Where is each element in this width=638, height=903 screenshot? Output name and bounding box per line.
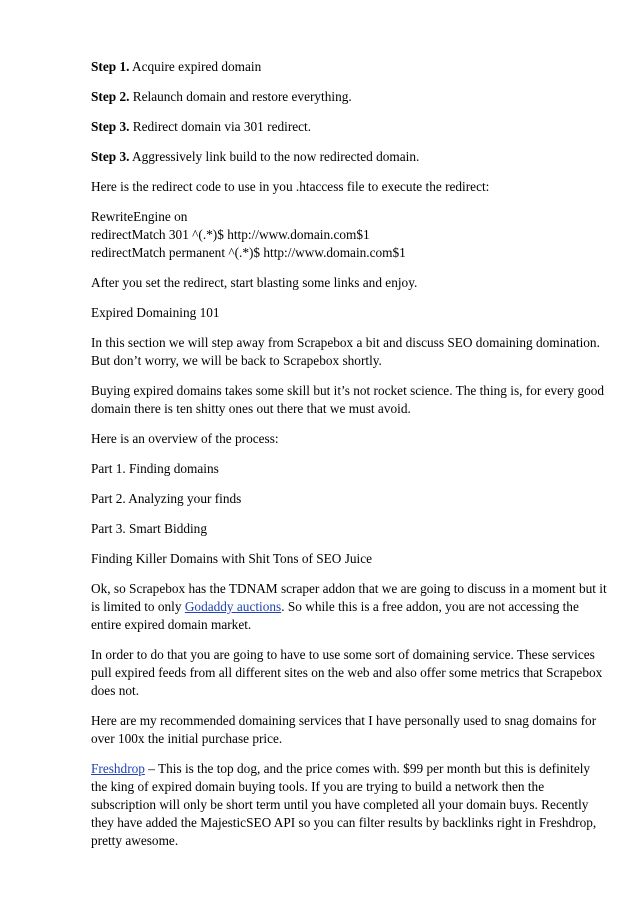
godaddy-auctions-link[interactable]: Godaddy auctions — [184, 599, 282, 614]
step-text: Relaunch domain and restore everything. — [129, 89, 352, 104]
text-line: does not. — [91, 683, 140, 698]
finding-title: Finding Killer Domains with Shit Tons of SEO Juice — [91, 551, 373, 566]
code-block — [91, 208, 611, 262]
text-fragment: – This is the top dog, and the price comes with. $99 per month but this is definitely — [144, 761, 591, 776]
step-label: Step 2. — [91, 89, 130, 104]
buying-paragraph — [91, 382, 611, 418]
step-label: Step 3. — [91, 149, 130, 164]
step-text: Aggressively link build to the now redirected domain. — [129, 149, 420, 164]
freshdrop-link[interactable]: Freshdrop — [91, 761, 145, 776]
text-line: they have added the MajesticSEO API so you can filter results by backlinks right in Freshdrop, — [91, 815, 597, 830]
step-label: Step 1. — [91, 59, 130, 74]
redirect-intro: Here is the redirect code to use in you .htaccess file to execute the redirect: — [91, 179, 490, 194]
text-line: subscription will only be short term until you have completed all your domain buys. Recently — [91, 797, 589, 812]
text-line: the king of expired domain buying tools. If you are trying to build a network then the — [91, 779, 545, 794]
freshdrop-paragraph — [91, 760, 611, 850]
part-3: Part 3. Smart Bidding — [91, 521, 207, 536]
code-line: RewriteEngine on — [91, 209, 188, 224]
step-text: Acquire expired domain — [129, 59, 262, 74]
after-redirect-text: After you set the redirect, start blasting some links and enjoy. — [91, 275, 418, 290]
recommend-paragraph — [91, 712, 611, 748]
step-label: Step 3. — [91, 119, 130, 134]
step-3 — [91, 118, 611, 136]
text-line: Here are my recommended domaining services that I have personally used to snag domains for — [91, 713, 597, 728]
text-line: Ok, so Scrapebox has the TDNAM scraper addon that we are going to discuss in a moment but it — [91, 581, 607, 596]
step-4 — [91, 148, 611, 166]
step-2 — [91, 88, 611, 106]
tdnam-paragraph — [91, 580, 611, 634]
section-title: Expired Domaining 101 — [91, 305, 220, 320]
code-line: redirectMatch 301 ^(.*)$ http://www.domain.com$1 — [91, 227, 370, 242]
service-paragraph — [91, 646, 611, 700]
step-text: Redirect domain via 301 redirect. — [129, 119, 312, 134]
text-fragment: is limited to only — [91, 599, 185, 614]
part-1: Part 1. Finding domains — [91, 461, 219, 476]
text-line: But don’t worry, we will be back to Scrapebox shortly. — [91, 353, 382, 368]
text-line: Buying expired domains takes some skill but it’s not rocket science. The thing is, for every good — [91, 383, 605, 398]
text-line: In order to do that you are going to have to use some sort of domaining service. These services — [91, 647, 595, 662]
document-page — [91, 58, 611, 862]
code-line: redirectMatch permanent ^(.*)$ http://www.domain.com$1 — [91, 245, 406, 260]
text-fragment: . So while this is a free addon, you are not accessing the — [281, 599, 579, 614]
step-1 — [91, 58, 611, 76]
text-line: pull expired feeds from all different sites on the web and also offer some metrics that Scrapebox — [91, 665, 603, 680]
part-2: Part 2. Analyzing your finds — [91, 491, 242, 506]
text-line — [91, 760, 611, 778]
overview-text: Here is an overview of the process: — [91, 431, 279, 446]
intro-paragraph — [91, 334, 611, 370]
text-line: In this section we will step away from Scrapebox a bit and discuss SEO domaining domination. — [91, 335, 600, 350]
text-line — [91, 598, 611, 616]
text-line: over 100x the initial purchase price. — [91, 731, 283, 746]
text-line: domain there is ten shitty ones out there that we must avoid. — [91, 401, 411, 416]
text-line: pretty awesome. — [91, 833, 179, 848]
text-line: entire expired domain market. — [91, 617, 252, 632]
